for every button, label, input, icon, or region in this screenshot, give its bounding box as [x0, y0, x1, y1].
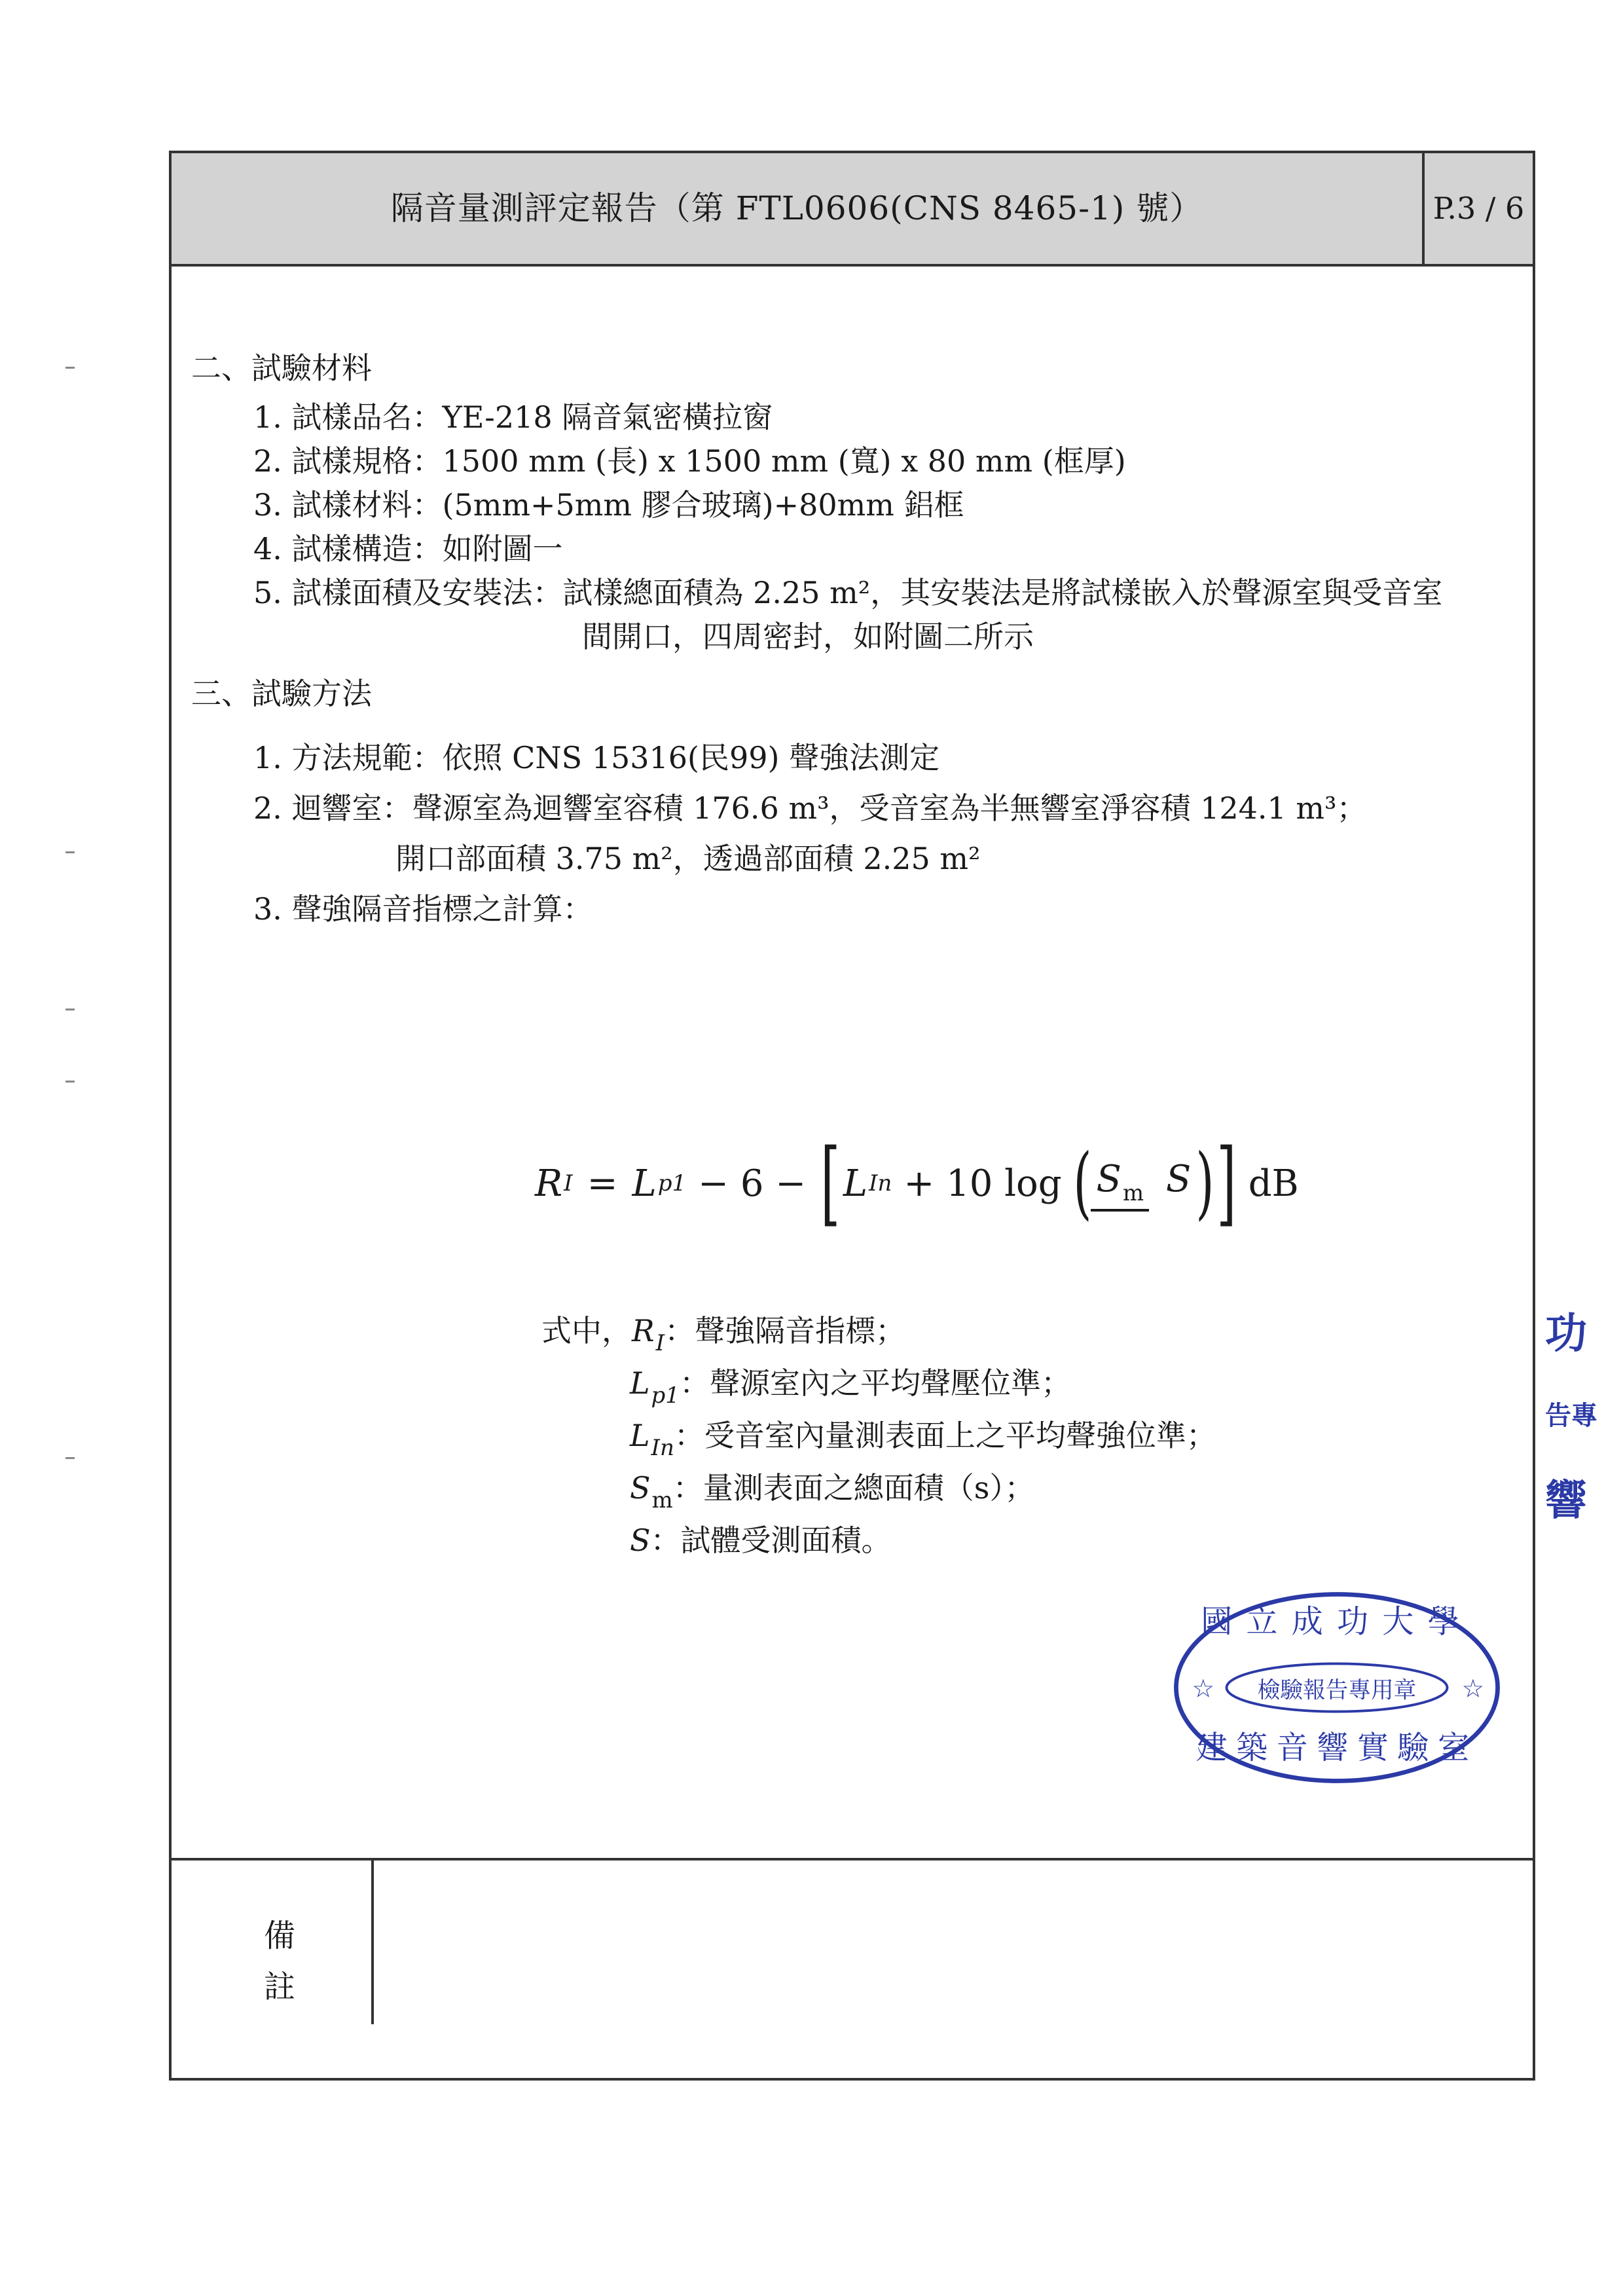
report-title: 隔音量測評定報告（第 FTL0606(CNS 8465-1) 號）	[390, 189, 1203, 227]
remarks-column-divider	[371, 1861, 374, 2024]
remarks-divider	[172, 1858, 1533, 1861]
formula-num-sub: m	[1122, 1180, 1144, 1206]
def-lp1-text: ：聲源室內之平均聲壓位準；	[679, 1365, 1071, 1401]
def-lin	[630, 1416, 1216, 1468]
svg-text:建築音響實驗室: 建築音響實驗室	[1195, 1729, 1478, 1766]
def-lp1	[630, 1363, 1071, 1415]
formula-right-bracket: ]	[1216, 1130, 1237, 1236]
section3-item-2-cont: 開口部面積 3.75 m²，透過部面積 2.25 m²	[395, 841, 981, 876]
remarks-label-1: 備	[263, 1917, 295, 1954]
section2-heading: 二、試驗材料	[191, 350, 372, 386]
lab-seal-stamp	[1167, 1583, 1507, 1792]
formula-lhs-sub: I	[564, 1170, 573, 1196]
def-lin-sub: In	[651, 1435, 674, 1461]
section2-item-1: 1. 試樣品名：YE-218 隔音氣密橫拉窗	[253, 399, 773, 435]
def-s-text: ：試體受測面積。	[650, 1523, 892, 1558]
def-ri	[541, 1311, 905, 1363]
svg-text:☆: ☆	[1192, 1674, 1215, 1704]
margin-dash	[65, 1457, 75, 1459]
formula-den: S	[1165, 1158, 1192, 1200]
section2-item-4: 4. 試樣構造：如附圖一	[253, 531, 563, 566]
section2-item-2: 2. 試樣規格：1500 mm (長) x 1500 mm (寬) x 80 mm (框厚)	[253, 443, 1126, 479]
formula-fraction	[1091, 1155, 1196, 1212]
margin-dash	[65, 1009, 75, 1010]
formula-lhs: R	[535, 1162, 563, 1205]
margin-stamp-fragment-2: 告專	[1545, 1401, 1597, 1431]
def-lp1-symbol: L	[630, 1365, 650, 1401]
page-number: P.3 / 6	[1432, 191, 1525, 226]
margin-dash	[65, 367, 75, 369]
svg-text:國立成功大學: 國立成功大學	[1201, 1603, 1473, 1640]
def-s-symbol: S	[630, 1523, 651, 1558]
report-body	[172, 267, 1533, 2022]
formula-lin-sub: In	[869, 1170, 892, 1196]
section2-item-5: 5. 試樣面積及安裝法：試樣總面積為 2.25 m²，其安裝法是將試樣嵌入於聲源室與受音室	[253, 575, 1443, 610]
def-lin-symbol: L	[630, 1418, 650, 1453]
formula-right-paren: )	[1195, 1138, 1214, 1229]
remarks-label	[230, 1910, 329, 2012]
margin-stamp-fragment-3: 響	[1545, 1477, 1587, 1525]
formula-left-paren: (	[1072, 1138, 1092, 1229]
def-lin-text: ：受音室內量測表面上之平均聲強位準；	[674, 1418, 1216, 1453]
formula-lin: L	[843, 1162, 868, 1205]
margin-stamp-fragment-1: 功	[1545, 1310, 1587, 1358]
formula-left-bracket: [	[820, 1130, 841, 1236]
svg-text:☆: ☆	[1461, 1674, 1485, 1704]
def-sm	[630, 1468, 1034, 1520]
report-frame	[169, 151, 1535, 2081]
def-sm-sub: m	[651, 1487, 673, 1513]
def-ri-text: ：聲強隔音指標；	[665, 1313, 906, 1348]
formula-lp-sub: p1	[657, 1170, 687, 1196]
def-ri-sub: I	[655, 1330, 665, 1356]
svg-text:檢驗報告專用章: 檢驗報告專用章	[1257, 1677, 1417, 1704]
remarks-label-2: 註	[263, 1969, 295, 2005]
def-sm-symbol: S	[630, 1470, 651, 1506]
section3-item-2: 2. 迴響室：聲源室為迴響室容積 176.6 m³，受音室為半無響室淨容積 124.1 m³；	[253, 790, 1367, 826]
formula-plus10log: + 10 log	[903, 1162, 1062, 1205]
section3-item-3: 3. 聲強隔音指標之計算：	[253, 891, 593, 927]
section3-item-1: 1. 方法規範：依照 CNS 15316(民99) 聲強法測定	[253, 740, 940, 775]
intensity-formula: R I = L p1 − 6 − [ L In + 10 log ( Sm S ) ] dB	[535, 1130, 1299, 1236]
def-s	[630, 1521, 892, 1560]
formula-lp: L	[632, 1162, 657, 1205]
formula-unit: dB	[1248, 1162, 1299, 1205]
def-prefix: 式中，	[541, 1313, 632, 1348]
section2-item-3: 3. 試樣材料：(5mm+5mm 膠合玻璃)+80mm 鋁框	[253, 487, 964, 523]
section2-item-5-cont: 間開口，四周密封，如附圖二所示	[582, 619, 1034, 654]
def-lp1-sub: p1	[651, 1382, 680, 1409]
formula-num: S	[1096, 1158, 1122, 1200]
margin-dash	[65, 1081, 75, 1083]
formula-minus6: − 6 −	[698, 1162, 807, 1205]
margin-dash	[65, 851, 75, 853]
report-header	[172, 153, 1533, 267]
def-sm-text: ：量測表面之總面積（s）；	[672, 1470, 1035, 1506]
def-ri-symbol: R	[632, 1313, 655, 1348]
section3-heading: 三、試驗方法	[191, 676, 372, 711]
